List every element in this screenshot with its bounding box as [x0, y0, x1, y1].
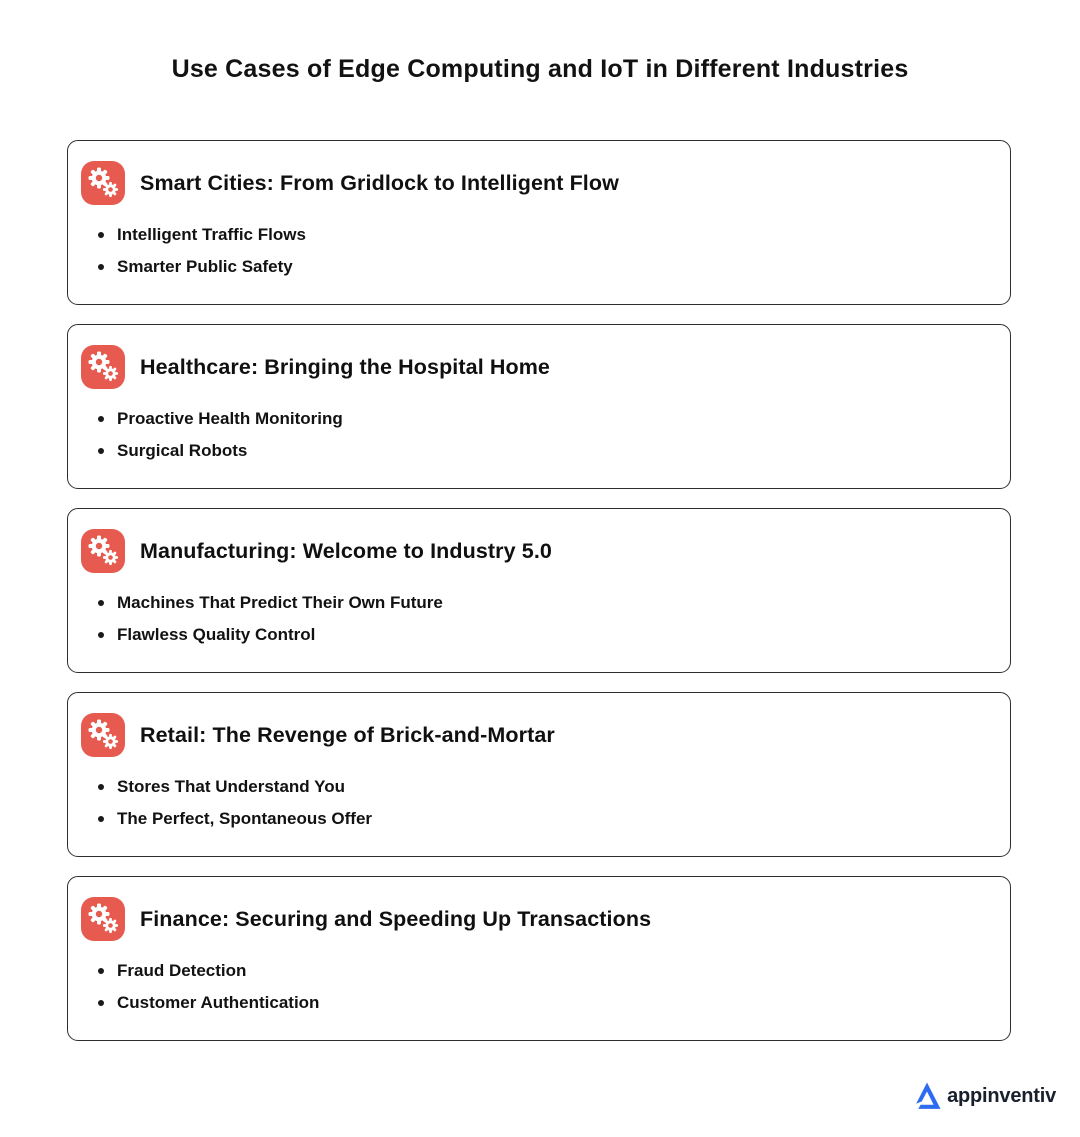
- card-header: [81, 529, 986, 573]
- card-healthcare: [67, 324, 1011, 489]
- card-title: Retail: The Revenge of Brick-and-Mortar: [140, 722, 555, 747]
- bullet-item: [98, 251, 986, 283]
- bullet-dot-icon: [98, 232, 104, 238]
- brand-logo: [912, 1081, 1056, 1111]
- bullet-list: [81, 403, 986, 467]
- card-title: Healthcare: Bringing the Hospital Home: [140, 354, 550, 379]
- bullet-item: [98, 803, 986, 835]
- bullet-dot-icon: [98, 968, 104, 974]
- card-title: Manufacturing: Welcome to Industry 5.0: [140, 538, 552, 563]
- bullet-text: Surgical Robots: [117, 441, 248, 460]
- bullet-list: [81, 219, 986, 283]
- card-retail: [67, 692, 1011, 857]
- bullet-dot-icon: [98, 784, 104, 790]
- bullet-text: The Perfect, Spontaneous Offer: [117, 809, 373, 828]
- bullet-list: [81, 771, 986, 835]
- bullet-item: [98, 587, 986, 619]
- bullet-item: [98, 435, 986, 467]
- bullet-text: Proactive Health Monitoring: [117, 409, 343, 428]
- bullet-list: [81, 587, 986, 651]
- bullet-dot-icon: [98, 416, 104, 422]
- card-title: Finance: Securing and Speeding Up Transactions: [140, 906, 652, 931]
- bullet-item: [98, 771, 986, 803]
- bullet-dot-icon: [98, 632, 104, 638]
- card-header: [81, 345, 986, 389]
- bullet-dot-icon: [98, 264, 104, 270]
- bullet-dot-icon: [98, 448, 104, 454]
- gears-icon: [81, 345, 125, 389]
- bullet-text: Intelligent Traffic Flows: [117, 225, 306, 244]
- appinventiv-a-icon: [912, 1081, 942, 1111]
- bullet-text: Machines That Predict Their Own Future: [117, 593, 443, 612]
- bullet-text: Smarter Public Safety: [117, 257, 293, 276]
- bullet-item: [98, 955, 986, 987]
- brand-name: appinventiv: [947, 1084, 1056, 1107]
- card-header: [81, 897, 986, 941]
- bullet-text: Fraud Detection: [117, 961, 247, 980]
- card-manufacturing: [67, 508, 1011, 673]
- bullet-item: [98, 987, 986, 1019]
- card-header: [81, 161, 986, 205]
- bullet-item: [98, 619, 986, 651]
- page-title: Use Cases of Edge Computing and IoT in Different Industries: [171, 55, 909, 83]
- gears-icon: [81, 897, 125, 941]
- use-case-card-list: [67, 140, 1011, 1041]
- gears-icon: [81, 529, 125, 573]
- bullet-item: [98, 219, 986, 251]
- bullet-dot-icon: [98, 1000, 104, 1006]
- gears-icon: [81, 161, 125, 205]
- bullet-dot-icon: [98, 600, 104, 606]
- card-finance: [67, 876, 1011, 1041]
- card-smart-cities: [67, 140, 1011, 305]
- bullet-text: Customer Authentication: [117, 993, 320, 1012]
- bullet-dot-icon: [98, 816, 104, 822]
- card-title: Smart Cities: From Gridlock to Intelligent Flow: [140, 170, 619, 195]
- bullet-list: [81, 955, 986, 1019]
- bullet-text: Flawless Quality Control: [117, 625, 316, 644]
- card-header: [81, 713, 986, 757]
- bullet-text: Stores That Understand You: [117, 777, 345, 796]
- gears-icon: [81, 713, 125, 757]
- bullet-item: [98, 403, 986, 435]
